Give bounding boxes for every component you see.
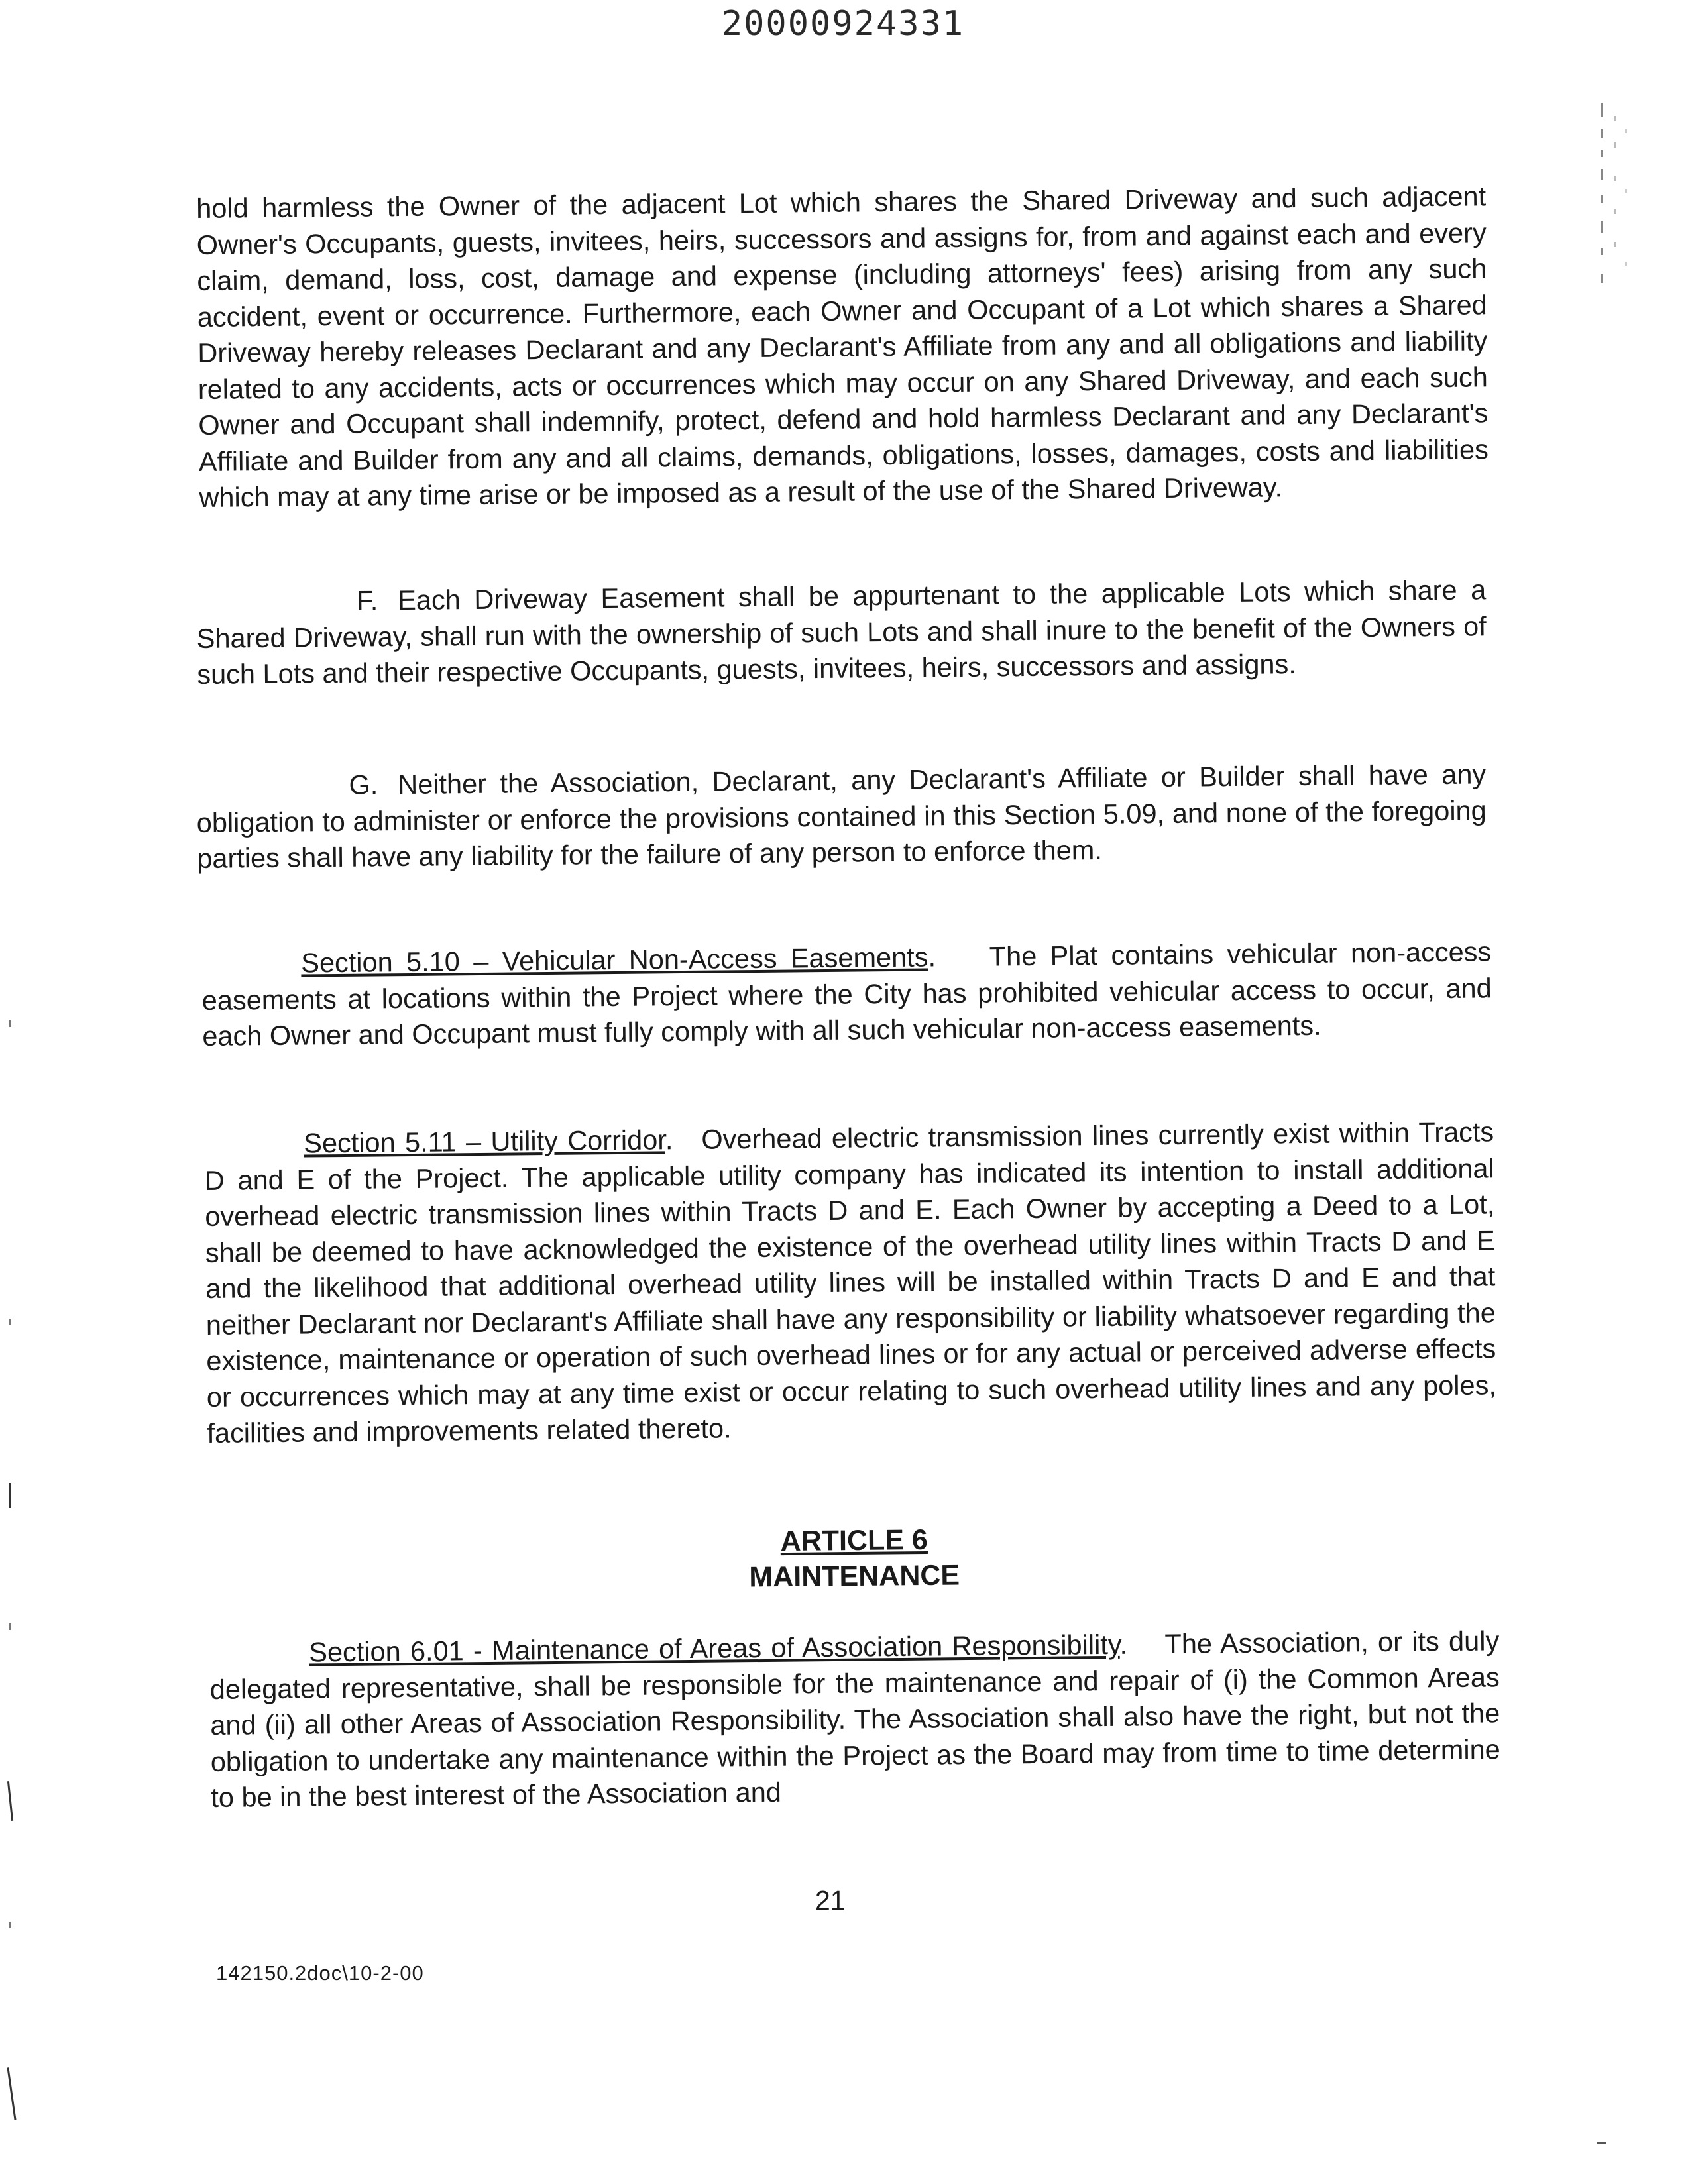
paragraph-intro	[196, 178, 1489, 516]
section-6-01-title: Section 6.01 - Maintenance of Areas of Association Responsibility	[309, 1628, 1120, 1668]
article-number: ARTICLE 6	[780, 1523, 928, 1558]
scan-mark	[9, 1483, 11, 1508]
scan-mark	[1597, 2142, 1606, 2144]
scan-mark	[7, 1781, 13, 1821]
article-heading	[0, 1515, 1686, 1603]
scan-mark	[9, 1922, 11, 1928]
section-6-01: Section 6.01 - Maintenance of Areas of Association Responsibility. The Association, or its duly delegated representative, shall be responsible for the maintenance and repair of (i) the Common Areas and (ii) all other Areas of Association Responsibility. The Association shall also have the right, but not the obligation to undertake any maintenance within the Project as the Board may from time to time determine to be in the best interest of the Association and	[209, 1625, 1500, 1813]
paragraph-g	[196, 756, 1487, 877]
paragraph-g-text: Neither the Association, Declarant, any Declarant's Affiliate or Builder shall have any obligation to administer or enforce the provisions contained in this Section 5.09, and none of the foregoing parties shall have any liability for the failure of any person to enforce them.	[196, 758, 1487, 874]
scan-edge-marks	[1599, 103, 1632, 308]
section-5-10-title: Section 5.10 – Vehicular Non-Access Easements	[301, 941, 928, 979]
section-5-10-text: The Plat contains vehicular non-access easements at locations within the Project where the City has prohibited vehicular access to occur, and each Owner and Occupant must fully comply with all such vehicular non-access easements.	[201, 936, 1492, 1052]
scan-mark	[9, 1020, 11, 1027]
page-number: 21	[815, 1885, 846, 1916]
paragraph-intro-text: hold harmless the Owner of the adjacent Lot which shares the Shared Driveway and such adjacent Owner's Occupants, guests, invitees, heirs, successors and assigns for, from and against each and every claim, demand, loss, cost, damage and expense (including attorneys' fees) arising from any such accident, event or occurrence. Furthermore, each Owner and Occupant of a Lot which shares a Shared Driveway hereby releases Declarant and any Declarant's Affiliate from any and all obligations and liability related to any accidents, acts or occurrences which may occur on any Shared Driveway, and each such Owner and Occupant shall indemnify, protect, defend and hold harmless Declarant and any Declarant's Affiliate and Builder from any and all claims, demands, obligations, losses, damages, costs and liabilities which may at any time arise or be imposed as a result of the use of the Shared Driveway.	[196, 180, 1489, 513]
paragraph-f-label: F.	[356, 584, 378, 616]
paragraph-g-label: G.	[349, 769, 378, 800]
scan-mark	[9, 1319, 11, 1325]
recording-number: 20000924331	[721, 4, 965, 44]
section-5-11-text: Overhead electric transmission lines currently exist within Tracts D and E of the Project. The applicable utility company has indicated its intention to install additional overhead electric transmission lines within Tracts D and E. Each Owner by accepting a Deed to a Lot, shall be deemed to have acknowledged the existence of the overhead utility lines within Tracts D and E and the likelihood that additional overhead utility lines will be installed within Tracts D and E and that neither Declarant nor Declarant's Affiliate shall have any responsibility or liability whatsoever regarding the existence, maintenance or operation of such overhead lines or for any actual or perceived adverse effects or occurrences which may at any time exist or occur relating to such overhead utility lines and any poles, facilities and improvements related thereto.	[204, 1116, 1497, 1448]
scan-mark	[9, 1623, 11, 1630]
scan-mark	[7, 2067, 16, 2120]
article-title: MAINTENANCE	[749, 1559, 960, 1594]
paragraph-f	[196, 572, 1487, 692]
section-5-11: Section 5.11 – Utility Corridor. Overhead electric transmission lines currently exist within Tracts D and E of the Project. The applicable utility company has indicated its intention to install additional overhead electric transmission lines within Tracts D and E. Each Owner by accepting a Deed to a Lot, shall be deemed to have acknowledged the existence of the overhead utility lines within Tracts D and E and the likelihood that additional overhead utility lines will be installed within Tracts D and E and that neither Declarant nor Declarant's Affiliate shall have any responsibility or liability whatsoever regarding the existence, maintenance or operation of such overhead lines or for any actual or perceived adverse effects or occurrences which may at any time exist or occur relating to such overhead utility lines and any poles, facilities and improvements related thereto.	[204, 1116, 1497, 1448]
section-5-10: Section 5.10 – Vehicular Non-Access Easements. The Plat contains vehicular non-access easements at locations within the Project where the City has prohibited vehicular access to occur, and each Owner and Occupant must fully comply with all such vehicular non-access easements.	[201, 936, 1492, 1052]
section-6-01-text: The Association, or its duly delegated representative, shall be responsible for the maintenance and repair of (i) the Common Areas and (ii) all other Areas of Association Responsibility. The Association shall also have the right, but not the obligation to undertake any maintenance within the Project as the Board may from time to time determine to be in the best interest of the Association and	[209, 1625, 1500, 1813]
document-reference: 142150.2doc\10-2-00	[216, 1961, 424, 1985]
section-5-11-title: Section 5.11 – Utility Corridor	[304, 1124, 666, 1159]
paragraph-f-text: Each Driveway Easement shall be appurtenant to the applicable Lots which share a Shared Driveway, shall run with the ownership of such Lots and shall inure to the benefit of the Owners of such Lots and their respective Occupants, guests, invitees, heirs, successors and assigns.	[196, 574, 1487, 690]
